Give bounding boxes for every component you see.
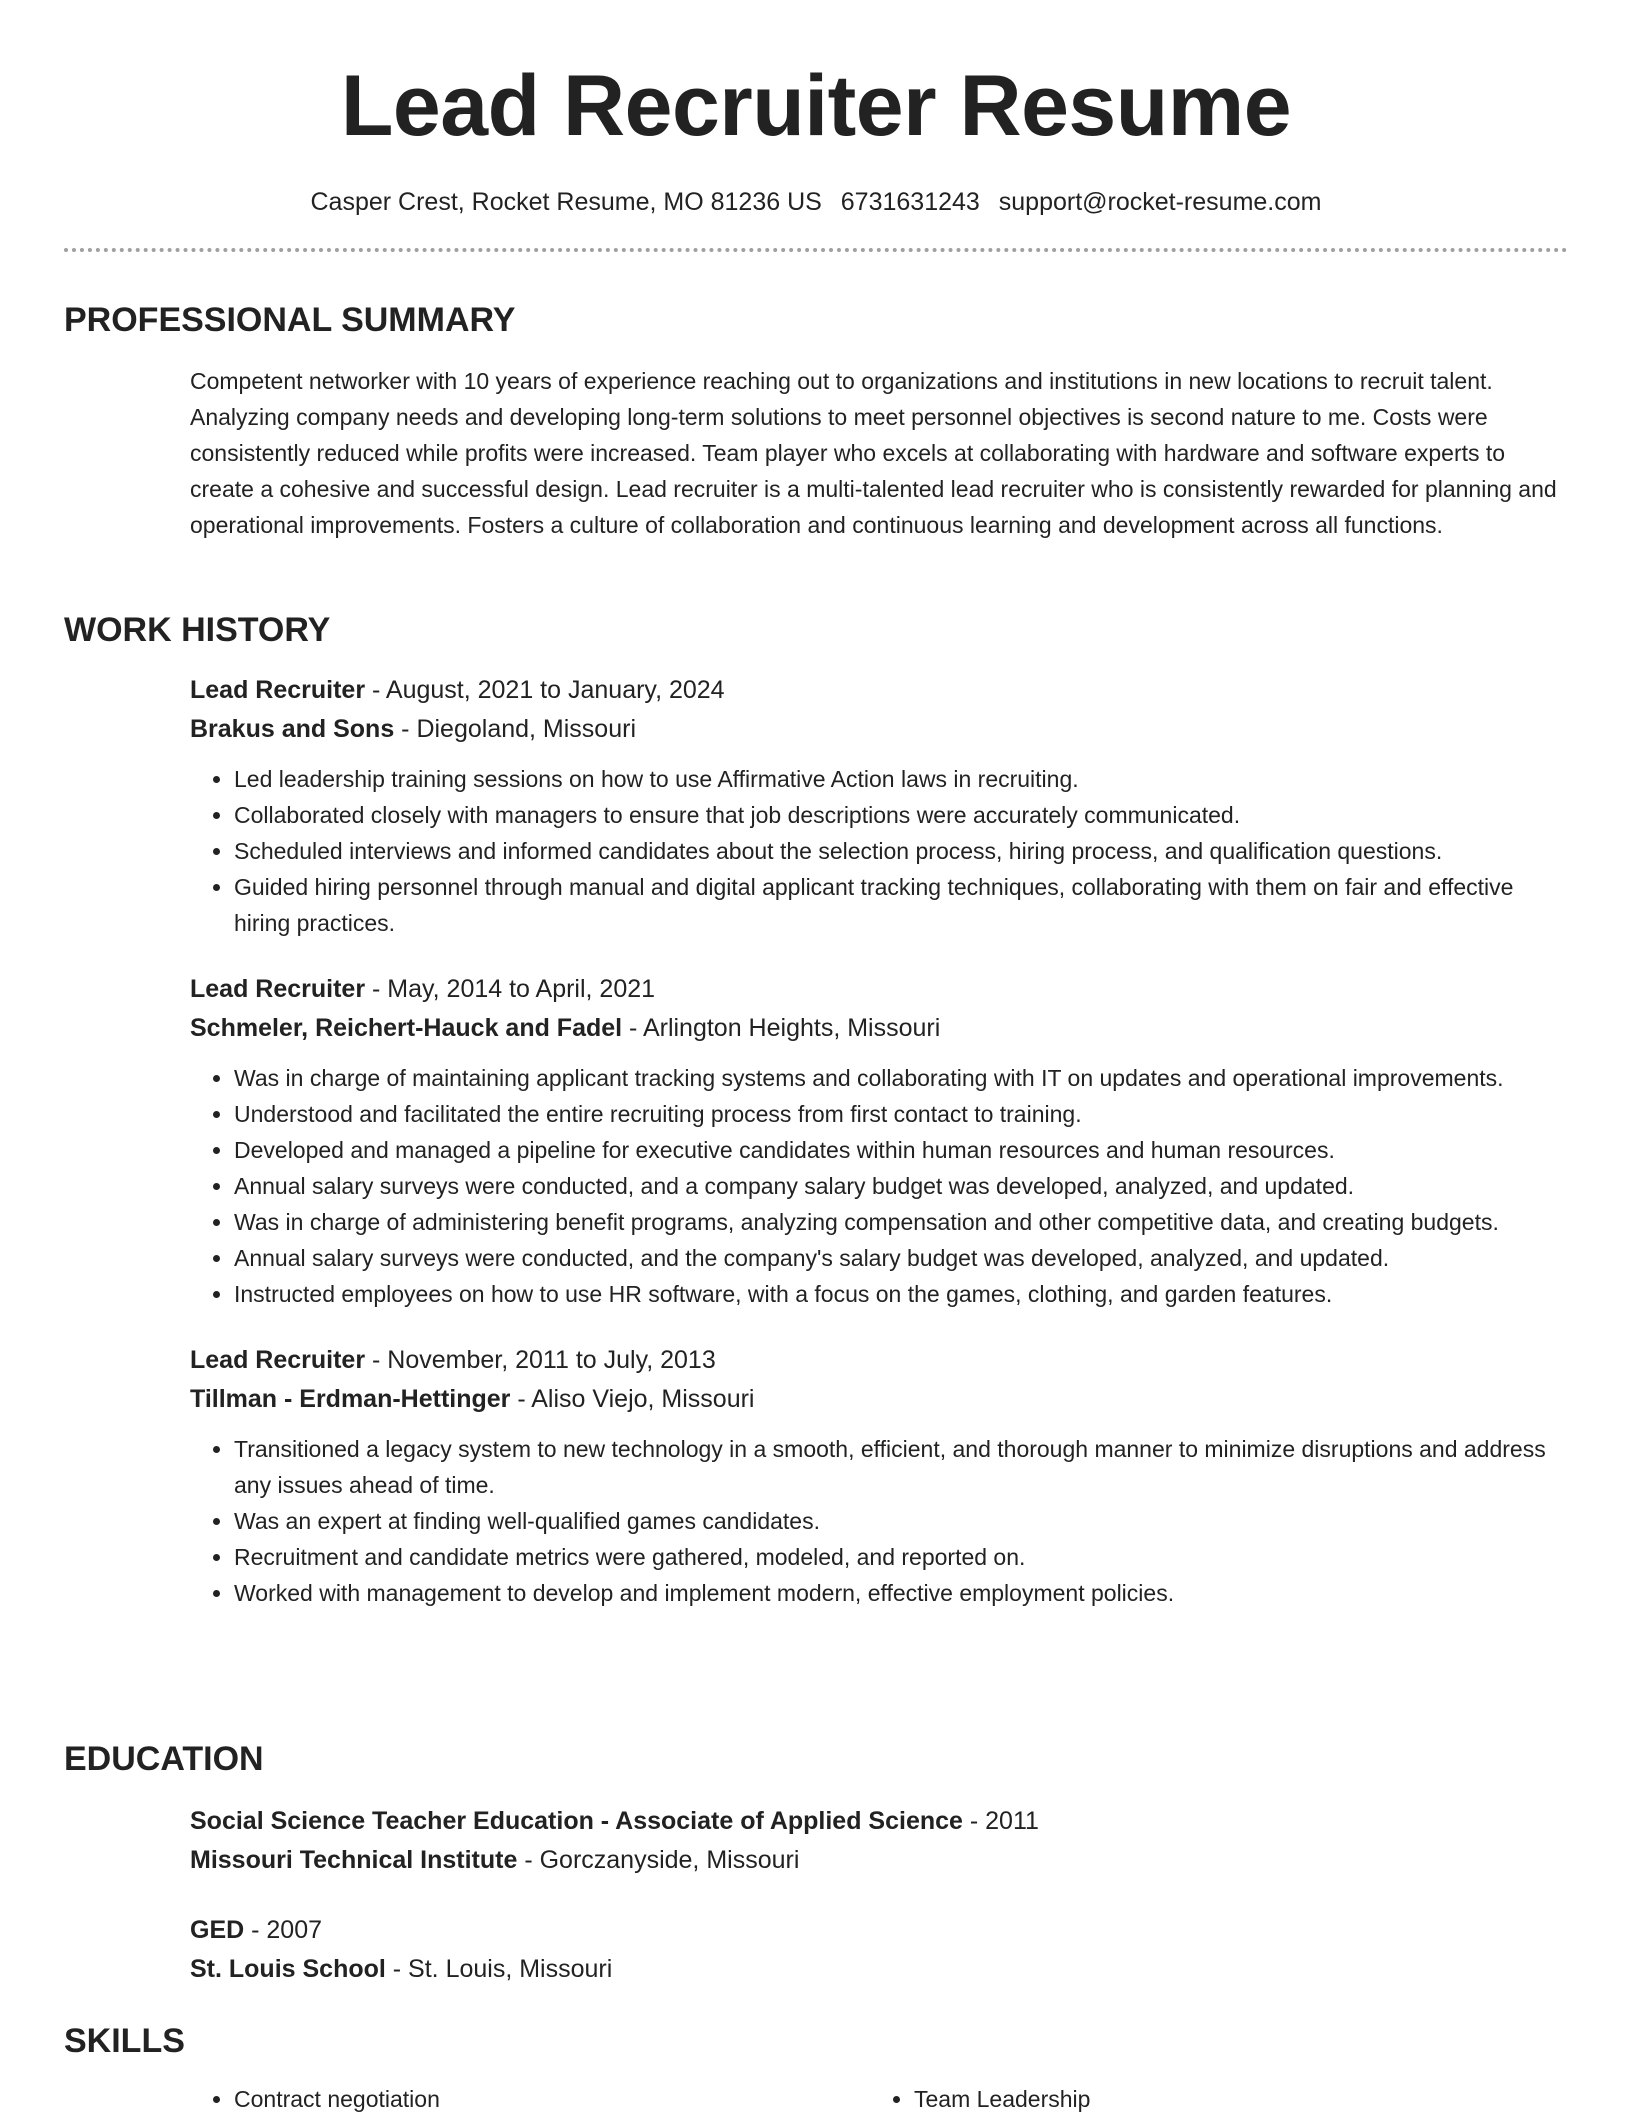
job-title-line: [190, 671, 1568, 710]
contact-phone: 6731631243: [840, 188, 980, 216]
job-bullets: [190, 761, 1568, 941]
contact-line: [64, 186, 1568, 218]
job-entry: [190, 671, 1568, 941]
education-body: [190, 1802, 1568, 1989]
resume-page: [64, 0, 1568, 2112]
job-entry: [190, 970, 1568, 1312]
skill-item: • Team Leadership: [914, 2081, 1550, 2117]
job-title-line: [190, 970, 1568, 1009]
contact-address: Casper Crest, Rocket Resume, MO 81236 US: [310, 188, 822, 216]
job-company: Schmeler, Reichert-Hauck and Fadel: [190, 1014, 623, 1042]
summary-text: Competent networker with 10 years of experience reaching out to organizations and institutions in new locations to recruit talent. Analyzing company needs and developing long-term solutions to meet personnel objectives is second nature to me. Costs were consistently reduced while profits were increased. Team player who excels at collaborating with hardware and software experts to create a cohesive and successful design. Lead recruiter is a multi-talented lead recruiter who is consistently rewarded for planning and operational improvements. Fosters a culture of collaboration and continuous learning and development across all functions.: [190, 368, 1557, 538]
education-degree: GED: [190, 1916, 245, 1944]
job-company-line: [190, 710, 1568, 749]
job-dates: - November, 2011 to July, 2013: [365, 1346, 716, 1374]
summary-body: [190, 363, 1568, 543]
skills-section: [64, 2021, 1568, 2117]
education-degree-line: [190, 1802, 1568, 1841]
education-school: Missouri Technical Institute: [190, 1846, 518, 1874]
work-heading: WORK HISTORY: [64, 611, 331, 649]
job-bullet: • Was in charge of administering benefit programs, analyzing compensation and other competitive data, and creating budgets.: [234, 1204, 1568, 1240]
summary-heading: PROFESSIONAL SUMMARY: [64, 301, 516, 339]
job-bullet: • Annual salary surveys were conducted, and a company salary budget was developed, analyzed, and updated.: [234, 1168, 1568, 1204]
job-bullet: • Collaborated closely with managers to ensure that job descriptions were accurately communicated.: [234, 797, 1568, 833]
job-location: - Diegoland, Missouri: [394, 715, 636, 743]
skill-item: • Contract negotiation: [234, 2081, 870, 2117]
skills-heading: SKILLS: [64, 2022, 185, 2060]
resume-title: Lead Recruiter Resume: [340, 58, 1292, 154]
job-bullet: • Understood and facilitated the entire recruiting process from first contact to training.: [234, 1096, 1568, 1132]
job-title: Lead Recruiter: [190, 676, 366, 704]
job-bullet: • Recruitment and candidate metrics were gathered, modeled, and reported on.: [234, 1539, 1568, 1575]
job-bullet: • Annual salary surveys were conducted, and the company's salary budget was developed, analyzed, and updated.: [234, 1240, 1568, 1276]
job-bullets: [190, 1431, 1568, 1611]
education-entry: [190, 1802, 1568, 1880]
job-company: Brakus and Sons: [190, 715, 395, 743]
job-bullet: • Was in charge of maintaining applicant tracking systems and collaborating with IT on updates and operational improvements.: [234, 1060, 1568, 1096]
education-school: St. Louis School: [190, 1955, 386, 1983]
education-location: - Gorczanyside, Missouri: [517, 1846, 800, 1874]
job-bullet: • Transitioned a legacy system to new technology in a smooth, efficient, and thorough manner to minimize disruptions and address any issues ahead of time.: [234, 1431, 1568, 1503]
job-company-line: [190, 1380, 1568, 1419]
job-dates: - August, 2021 to January, 2024: [365, 676, 725, 704]
job-title: Lead Recruiter: [190, 975, 366, 1003]
job-bullets: [190, 1060, 1568, 1312]
job-bullet: • Developed and managed a pipeline for executive candidates within human resources and human resources.: [234, 1132, 1568, 1168]
work-body: [190, 671, 1568, 1611]
education-degree: Social Science Teacher Education - Associate of Applied Science: [190, 1807, 963, 1835]
header-divider: [64, 248, 1568, 252]
education-year: - 2011: [962, 1807, 1039, 1835]
education-school-line: [190, 1841, 1568, 1880]
job-bullet: • Led leadership training sessions on how to use Affirmative Action laws in recruiting.: [234, 761, 1568, 797]
job-bullet: • Guided hiring personnel through manual and digital applicant tracking techniques, collaborating with them on fair and effective hiring practices.: [234, 869, 1568, 941]
job-title: Lead Recruiter: [190, 1346, 366, 1374]
education-entry: [190, 1911, 1568, 1989]
job-company-line: [190, 1009, 1568, 1048]
job-entry: [190, 1341, 1568, 1611]
job-location: - Arlington Heights, Missouri: [622, 1014, 941, 1042]
job-bullet: • Was an expert at finding well-qualified games candidates.: [234, 1503, 1568, 1539]
job-bullet: • Instructed employees on how to use HR software, with a focus on the games, clothing, and garden features.: [234, 1276, 1568, 1312]
job-dates: - May, 2014 to April, 2021: [365, 975, 656, 1003]
education-section: [64, 1739, 1568, 1989]
work-section: [64, 610, 1568, 1611]
job-location: - Aliso Viejo, Missouri: [510, 1385, 755, 1413]
education-school-line: [190, 1950, 1568, 1989]
summary-section: [64, 300, 1568, 543]
education-year: - 2007: [244, 1916, 323, 1944]
job-bullet: • Worked with management to develop and implement modern, effective employment policies.: [234, 1575, 1568, 1611]
job-title-line: [190, 1341, 1568, 1380]
education-degree-line: [190, 1911, 1568, 1950]
job-company: Tillman - Erdman-Hettinger: [190, 1385, 511, 1413]
contact-email[interactable]: support@rocket-resume.com: [998, 188, 1322, 216]
education-location: - St. Louis, Missouri: [385, 1955, 613, 1983]
job-bullet: • Scheduled interviews and informed candidates about the selection process, hiring process, and qualification questions.: [234, 833, 1568, 869]
education-heading: EDUCATION: [64, 1740, 264, 1778]
